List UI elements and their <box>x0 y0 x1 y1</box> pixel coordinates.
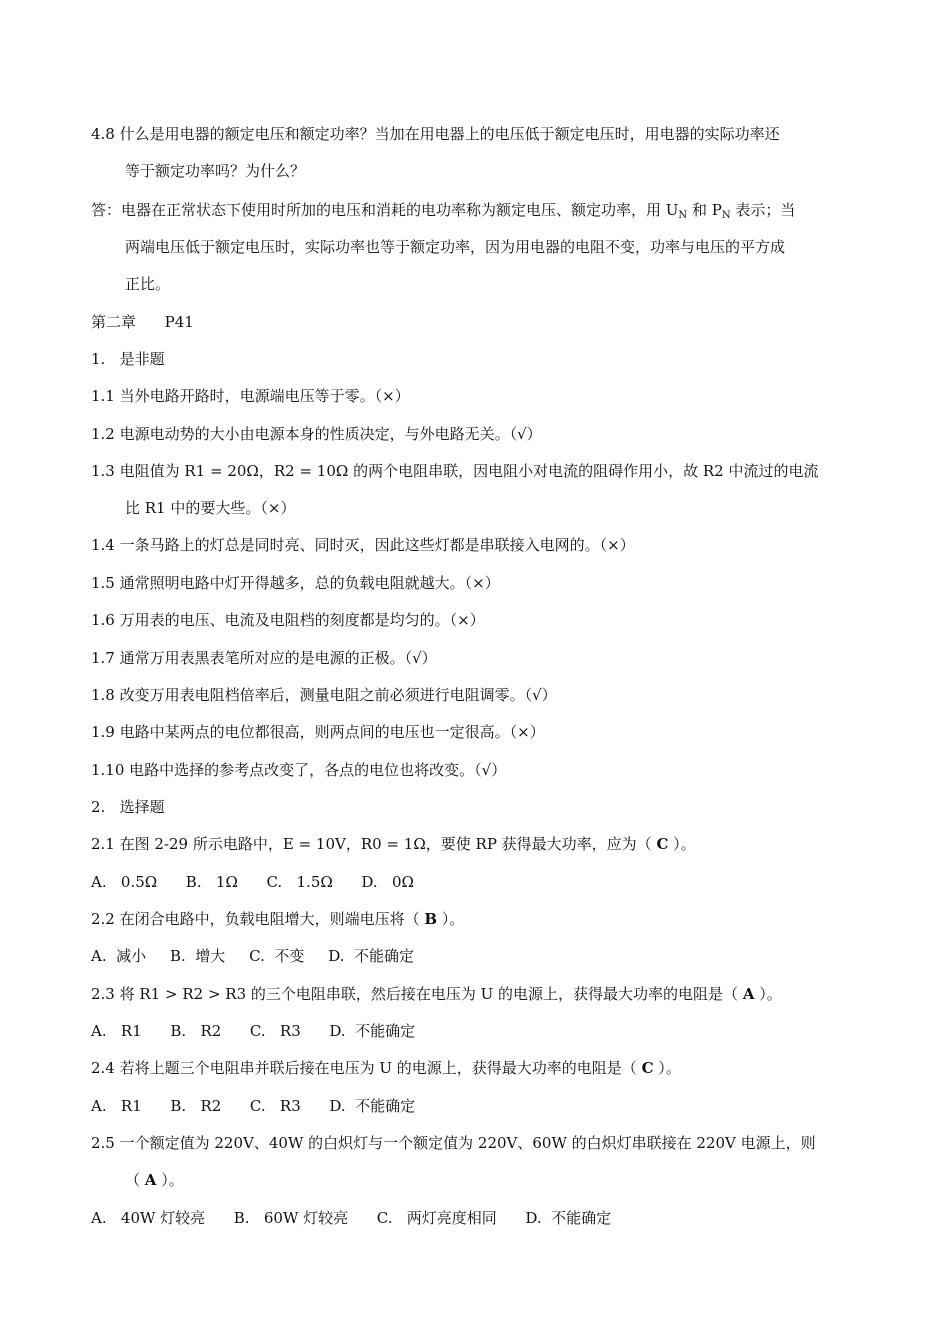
mc-question-2-3-end: ）。 <box>754 985 782 1003</box>
tf-question-1-3-line1: 1.3 电阻值为 R1 = 20Ω，R2 = 10Ω 的两个电阻串联，因电阻小对电流的阻碍作用小，故 R2 中流过的电流 <box>91 462 819 480</box>
mc-question-2-5-open: （ <box>125 1171 145 1189</box>
tf-question-1-5: 1.5 通常照明电路中灯开得越多，总的负载电阻就越大。（×） <box>91 574 500 592</box>
mc-question-2-3-text: 2.3 将 R1 > R2 > R3 的三个电阻串联，然后接在电压为 U 的电源上，获得最大功率的电阻是（ <box>91 985 743 1003</box>
answer-4-8-line2: 两端电压低于额定电压时，实际功率也等于额定功率，因为用电器的电阻不变，功率与电压的平方成 <box>125 238 786 256</box>
mc-question-2-1-text: 2.1 在图 2-29 所示电路中，E = 10V，R0 = 1Ω，要使 RP 获得最大功率，应为（ <box>91 835 657 853</box>
mc-question-2-2-text: 2.2 在闭合电路中，负载电阻增大，则端电压将（ <box>91 910 425 928</box>
question-4-8-line2: 等于额定功率吗？为什么？ <box>125 162 306 180</box>
tf-question-1-3-line2: 比 R1 中的要大些。（×） <box>125 499 296 517</box>
mc-answer-2-4: C <box>641 1059 654 1077</box>
mc-question-2-4-text: 2.4 若将上题三个电阻串并联后接在电压为 U 的电源上，获得最大功率的电阻是（ <box>91 1059 642 1077</box>
subscript-n-2: N <box>721 210 731 221</box>
mc-options-2-1: A. 0.5Ω B. 1Ω C. 1.5Ω D. 0Ω <box>91 873 414 891</box>
mc-answer-2-5: A <box>144 1171 157 1189</box>
answer-4-8-text-a: 答：电器在正常状态下使用时所加的电压和消耗的电功率称为额定电压、额定功率，用 U <box>91 201 679 219</box>
mc-options-2-2: A. 减小 B. 增大 C. 不变 D. 不能确定 <box>91 947 415 965</box>
tf-question-1-2: 1.2 电源电动势的大小由电源本身的性质决定，与外电路无关。（√） <box>91 425 542 443</box>
tf-question-1-7: 1.7 通常万用表黑表笔所对应的是电源的正极。（√） <box>91 649 437 667</box>
answer-4-8-text-c: 表示；当 <box>730 201 796 219</box>
tf-question-1-6: 1.6 万用表的电压、电流及电阻档的刻度都是均匀的。（×） <box>91 611 485 629</box>
mc-question-2-2 <box>91 909 464 929</box>
mc-question-2-2-end: ）。 <box>437 910 465 928</box>
tf-question-1-9: 1.9 电路中某两点的电位都很高，则两点间的电压也一定很高。（×） <box>91 723 545 741</box>
section-multiple-choice-heading: 2. 选择题 <box>91 798 165 816</box>
question-4-8-line1: 4.8 什么是用电器的额定电压和额定功率？当加在用电器上的电压低于额定电压时，用电器的实际功率还 <box>91 125 780 143</box>
mc-question-2-4-end: ）。 <box>653 1059 681 1077</box>
mc-question-2-3 <box>91 984 782 1004</box>
answer-4-8-line3: 正比。 <box>125 275 171 293</box>
tf-question-1-8: 1.8 改变万用表电阻档倍率后，测量电阻之前必须进行电阻调零。（√） <box>91 686 557 704</box>
mc-question-2-4 <box>91 1058 681 1078</box>
mc-question-2-5-end: ）。 <box>156 1171 184 1189</box>
answer-4-8-text-b: 和 P <box>687 201 722 219</box>
mc-question-2-5-line2 <box>125 1170 184 1190</box>
section-true-false-heading: 1. 是非题 <box>91 350 165 368</box>
tf-question-1-10: 1.10 电路中选择的参考点改变了，各点的电位也将改变。（√） <box>91 761 507 779</box>
answer-4-8-line1 <box>91 200 795 226</box>
subscript-n-1: N <box>678 210 688 221</box>
mc-question-2-5-line1: 2.5 一个额定值为 220V、40W 的白炽灯与一个额定值为 220V、60W 的白炽灯串联接在 220V 电源上，则 <box>91 1134 816 1152</box>
mc-answer-2-1: C <box>656 835 669 853</box>
chapter-heading: 第二章 P41 <box>91 313 194 331</box>
tf-question-1-1: 1.1 当外电路开路时，电源端电压等于零。（×） <box>91 387 410 405</box>
mc-question-2-1 <box>91 834 696 854</box>
mc-options-2-4: A. R1 B. R2 C. R3 D. 不能确定 <box>91 1097 416 1115</box>
mc-options-2-5: A. 40W 灯较亮 B. 60W 灯较亮 C. 两灯亮度相同 D. 不能确定 <box>91 1209 612 1227</box>
mc-options-2-3: A. R1 B. R2 C. R3 D. 不能确定 <box>91 1022 416 1040</box>
mc-answer-2-3: A <box>742 985 755 1003</box>
mc-question-2-1-end: ）。 <box>668 835 696 853</box>
mc-answer-2-2: B <box>424 910 438 928</box>
tf-question-1-4: 1.4 一条马路上的灯总是同时亮、同时灭，因此这些灯都是串联接入电网的。（×） <box>91 536 635 554</box>
